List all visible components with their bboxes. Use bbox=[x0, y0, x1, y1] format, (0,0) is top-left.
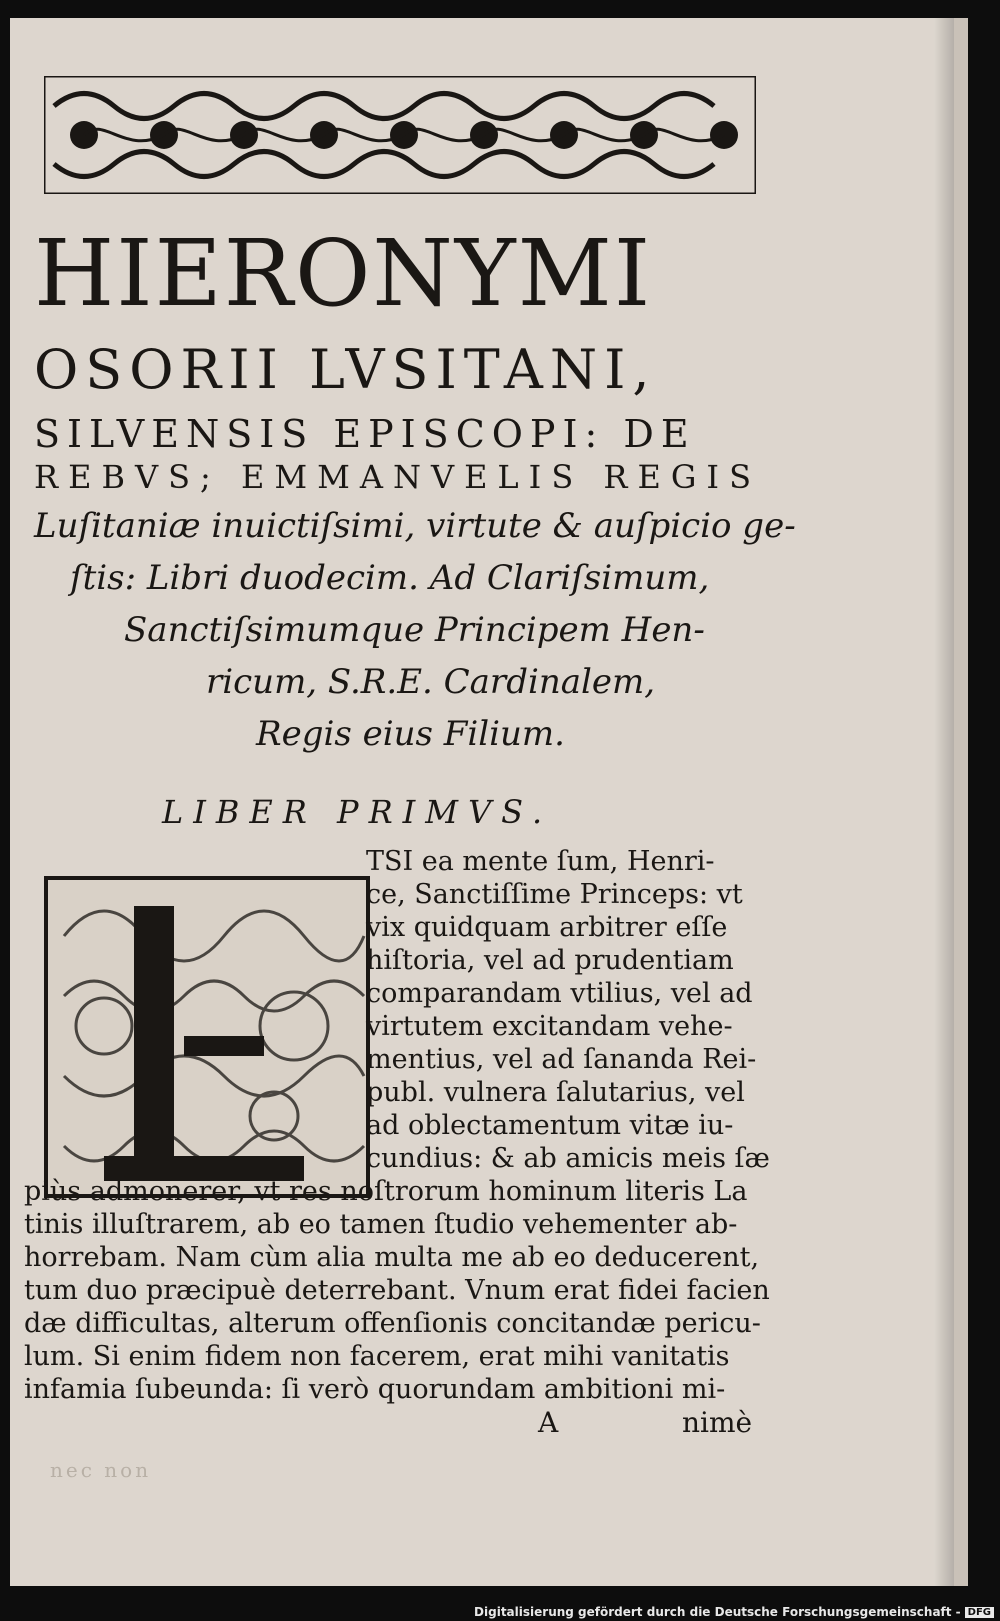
title-line-4: REBVS; EMMANVELIS REGIS bbox=[34, 458, 761, 496]
body-line-10: cundius: & ab amicis meis ſæ bbox=[366, 1143, 770, 1174]
book-page bbox=[10, 18, 968, 1586]
body-line-16: lum. Si enim fidem non facerem, erat mihi vanitatis bbox=[24, 1341, 730, 1372]
title-line-2: OSORII LVSITANI, bbox=[34, 338, 657, 401]
book-heading: LIBER PRIMVS. bbox=[162, 793, 553, 831]
digitization-credit bbox=[474, 1605, 994, 1619]
body-line-8: publ. vulnera ſalutarius, vel bbox=[366, 1077, 745, 1108]
credit-text: Digitalisierung gefördert durch die Deutsche Forschungsgemeinschaft - bbox=[474, 1605, 961, 1619]
body-line-11: piùs admonerer, vt res noſtrorum hominum literis La bbox=[24, 1176, 748, 1207]
title-line-8: ricum, S.R.E. Cardinalem, bbox=[206, 662, 656, 702]
title-line-9: Regis eius Filium. bbox=[256, 714, 565, 754]
catchword: nimè bbox=[682, 1406, 753, 1439]
title-line-7: Sanctiſsimumque Principem Hen- bbox=[124, 610, 705, 650]
title-line-5: Luſitaniæ inuictiſsimi, virtute & auſpicio ge- bbox=[34, 506, 796, 546]
title-line-1: HIERONYMI bbox=[34, 220, 653, 327]
body-line-6: virtutem excitandam vehe- bbox=[366, 1011, 733, 1042]
body-line-12: tinis illuſtrarem, ab eo tamen ſtudio vehementer ab- bbox=[24, 1209, 738, 1240]
decorated-initial-E bbox=[44, 876, 370, 1198]
body-line-3: vix quidquam arbitrer eſſe bbox=[366, 912, 728, 943]
body-line-17: infamia ſubeunda: ſi verò quorundam ambitioni mi- bbox=[24, 1374, 726, 1405]
body-line-7: mentius, vel ad ſananda Rei- bbox=[366, 1044, 757, 1075]
body-line-5: comparandam vtilius, vel ad bbox=[366, 978, 753, 1009]
title-line-3: SILVENSIS EPISCOPI: DE bbox=[34, 412, 696, 456]
body-line-14: tum duo præcipuè deterrebant. Vnum erat fidei facien bbox=[24, 1275, 770, 1306]
bleed-through-text: nec non bbox=[50, 1458, 152, 1482]
signature-mark: A bbox=[538, 1406, 559, 1439]
body-line-4: hiſtoria, vel ad prudentiam bbox=[366, 945, 734, 976]
dfg-logo: DFG bbox=[965, 1607, 994, 1618]
body-line-9: ad oblectamentum vitæ iu- bbox=[366, 1110, 734, 1141]
body-line-13: horrebam. Nam cùm alia multa me ab eo deducerent, bbox=[24, 1242, 760, 1273]
body-line-1: TSI ea mente ſum, Henri- bbox=[366, 846, 715, 877]
ornamental-headpiece bbox=[44, 76, 756, 194]
title-line-6: ſtis: Libri duodecim. Ad Clariſsimum, bbox=[70, 558, 710, 598]
body-line-2: ce, Sanctiſſime Princeps: vt bbox=[366, 879, 743, 910]
body-line-15: dæ difficultas, alterum offenſionis concitandæ pericu- bbox=[24, 1308, 761, 1339]
